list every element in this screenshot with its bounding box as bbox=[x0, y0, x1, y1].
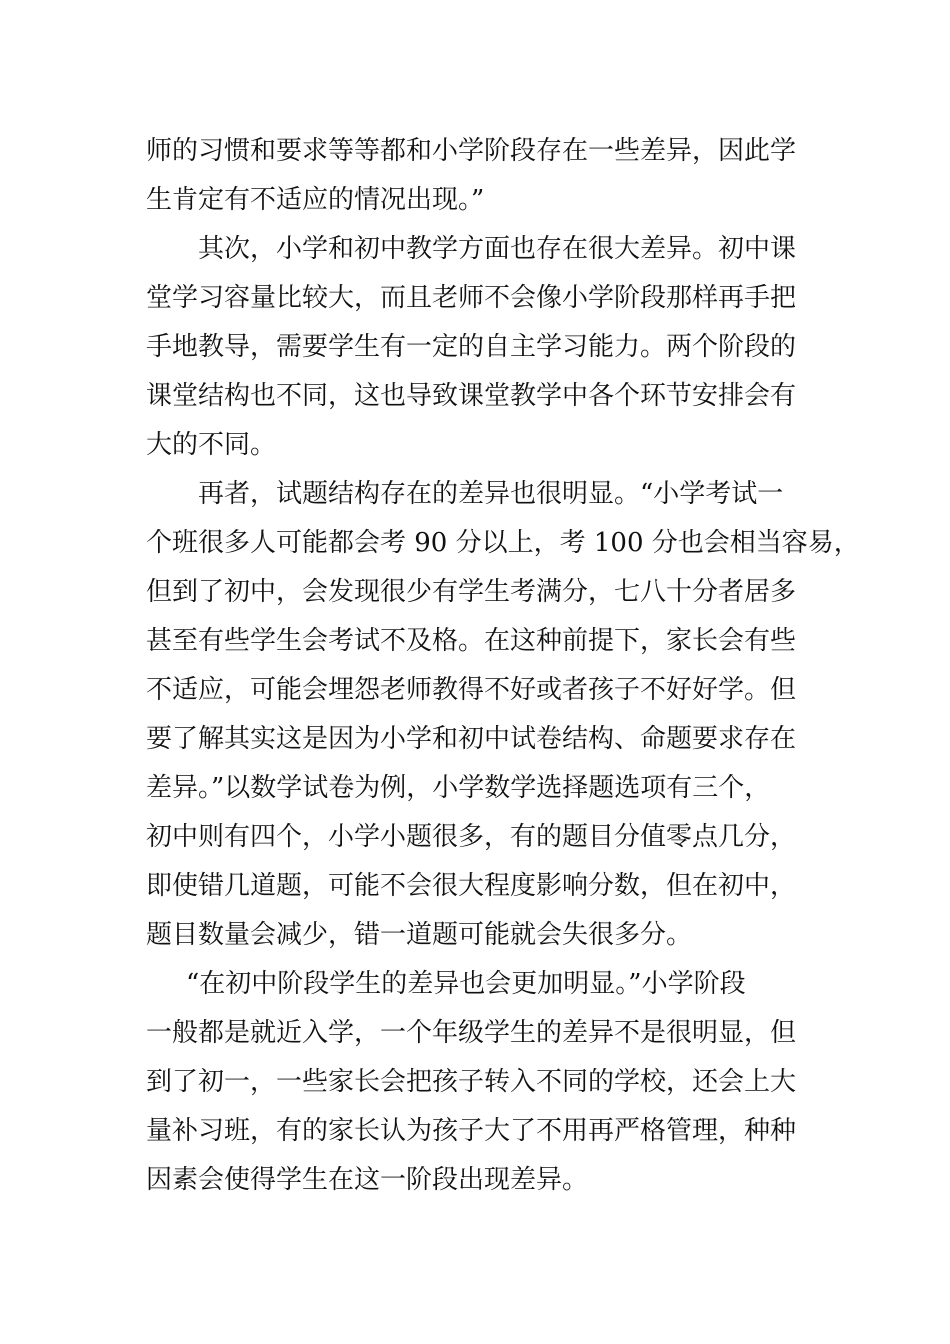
text-line: 因素会使得学生在这一阶段出现差异。 bbox=[146, 1165, 589, 1195]
text-line: 要了解其实这是因为小学和初中试卷结构、命题要求存在 bbox=[146, 724, 797, 754]
text-line: 初中则有四个，小学小题很多，有的题目分值零点几分， bbox=[146, 822, 797, 852]
text-line: 堂学习容量比较大，而且老师不会像小学阶段那样再手把 bbox=[146, 283, 797, 313]
text-line: 一般都是就近入学，一个年级学生的差异不是很明显，但 bbox=[146, 1018, 797, 1048]
text-line: 手地教导，需要学生有一定的自主学习能力。两个阶段的 bbox=[146, 332, 797, 362]
text-line: 个班很多人可能都会考 90 分以上，考 100 分也会相当容易， bbox=[146, 528, 860, 558]
paragraph-start-line: 其次，小学和初中教学方面也存在很大差异。初中课 bbox=[198, 234, 797, 264]
paragraph-start-line: 再者，试题结构存在的差异也很明显。“小学考试一 bbox=[198, 479, 784, 509]
paragraph-start-line: “在初中阶段学生的差异也会更加明显。”小学阶段 bbox=[186, 969, 746, 999]
text-line: 到了初一，一些家长会把孩子转入不同的学校，还会上大 bbox=[146, 1067, 797, 1097]
text-line: 课堂结构也不同，这也导致课堂教学中各个环节安排会有 bbox=[146, 381, 797, 411]
text-line: 师的习惯和要求等等都和小学阶段存在一些差异，因此学 bbox=[146, 136, 797, 166]
text-line: 量补习班，有的家长认为孩子大了不用再严格管理，种种 bbox=[146, 1116, 797, 1146]
text-line: 但到了初中，会发现很少有学生考满分，七八十分者居多 bbox=[146, 577, 797, 607]
text-line: 大的不同。 bbox=[146, 430, 277, 460]
text-line: 题目数量会减少，错一道题可能就会失很多分。 bbox=[146, 920, 693, 950]
text-line: 即使错几道题，可能不会很大程度影响分数，但在初中， bbox=[146, 871, 797, 901]
text-line: 不适应，可能会埋怨老师教得不好或者孩子不好好学。但 bbox=[146, 675, 797, 705]
body-text bbox=[146, 127, 860, 1205]
text-line: 差异。”以数学试卷为例，小学数学选择题选项有三个， bbox=[146, 773, 771, 803]
text-line: 生肯定有不适应的情况出现。” bbox=[146, 185, 485, 215]
text-line: 甚至有些学生会考试不及格。在这种前提下，家长会有些 bbox=[146, 626, 797, 656]
